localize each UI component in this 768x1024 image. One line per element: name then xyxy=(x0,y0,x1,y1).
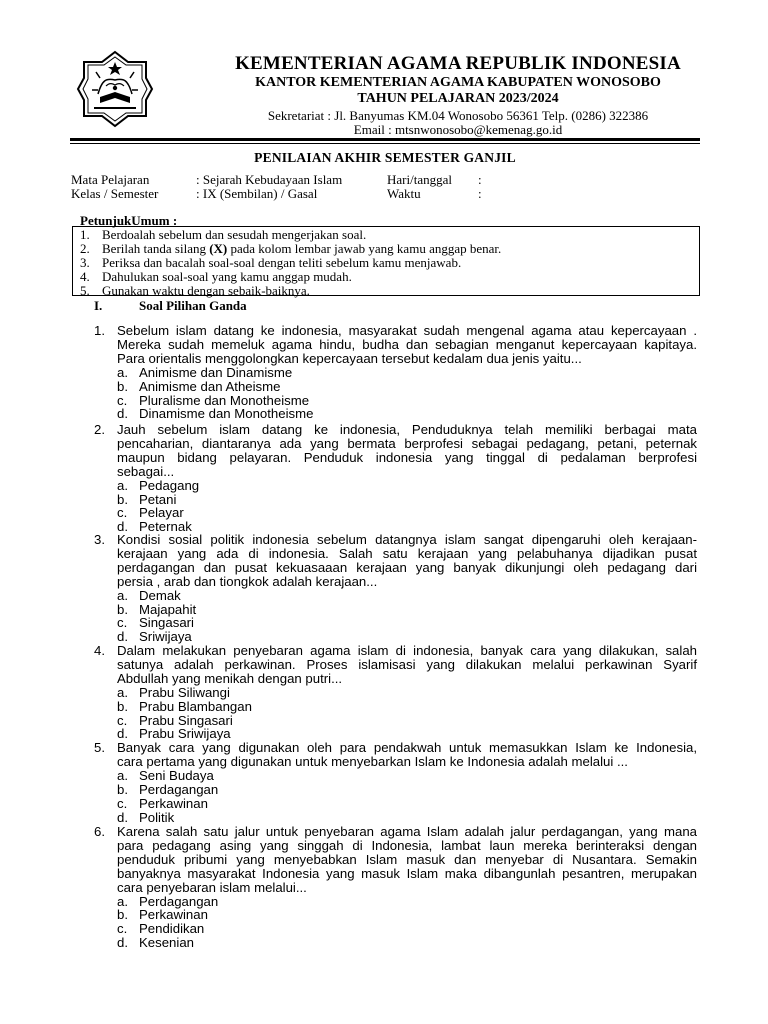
question-text-line: Dalam melakukan penyebaran agama islam di indonesia, banyak cara yang dilakukan, salah xyxy=(117,643,697,658)
option-text: Singasari xyxy=(139,615,194,631)
option-text: Perkawinan xyxy=(139,795,208,811)
instruction-item: 4. Dahulukan soal-soal yang kamu anggap mudah. xyxy=(80,269,352,284)
option-text: Majapahit xyxy=(139,601,197,617)
kemenag-logo xyxy=(76,50,154,128)
option-text: Prabu Blambangan xyxy=(139,698,252,714)
option-text: Petani xyxy=(139,491,177,507)
option-text: Dinamisme dan Monotheisme xyxy=(139,406,314,422)
option-letter: a. xyxy=(117,477,128,493)
ministry-name: KEMENTERIAN AGAMA REPUBLIK INDONESIA xyxy=(235,53,681,74)
instruction-item: 1. Berdoalah sebelum dan sesudah mengerjakan soal. xyxy=(80,227,367,242)
question-text-line: para pedagang asing yang singgah di Indonesia, lambat laun mereka berinteraksi dengan xyxy=(117,837,697,853)
date-label: Hari/tanggal xyxy=(387,172,452,187)
option-text: Prabu Siliwangi xyxy=(139,684,230,700)
question-number: 6. xyxy=(94,824,105,839)
exam-title: PENILAIAN AKHIR SEMESTER GANJIL xyxy=(254,150,516,165)
instructions-title: PetunjukUmum : xyxy=(80,213,178,228)
option-text: Prabu Singasari xyxy=(139,712,233,728)
option-text: Seni Budaya xyxy=(139,767,214,783)
instruction-item: 5. Gunakan waktu dengan sebaik-baiknya. xyxy=(80,283,310,298)
section-number: I. xyxy=(94,298,103,313)
option-letter: a. xyxy=(117,684,128,700)
question-text-line: satunya adalah perkawinan. Proses islamisasi yang dilakukan melalui perkawinan Syarif xyxy=(117,656,697,672)
option-text: Pluralisme dan Monotheisme xyxy=(139,392,310,408)
instruction-item: 3. Periksa dan bacalah soal-soal dengan teliti sebelum kamu menjawab. xyxy=(80,255,462,270)
option-text: Kesenian xyxy=(139,935,194,951)
option-letter: b. xyxy=(117,378,128,394)
option-text: Perdagangan xyxy=(139,893,219,909)
option-letter: a. xyxy=(117,364,128,380)
class-label: Kelas / Semester xyxy=(71,186,159,201)
office-name: KANTOR KEMENTERIAN AGAMA KABUPATEN WONOSOBO xyxy=(255,75,661,91)
time-value: : xyxy=(478,186,482,201)
option-letter: d. xyxy=(117,726,128,742)
school-year: TAHUN PELAJARAN 2023/2024 xyxy=(357,90,559,106)
option-letter: b. xyxy=(117,491,128,507)
question-number: 3. xyxy=(94,532,105,547)
option-letter: a. xyxy=(117,893,128,909)
option-text: Animisme dan Atheisme xyxy=(139,378,281,394)
option-letter: c. xyxy=(117,795,128,811)
question-text-line: Para orientalis menggolongkan kepercayaan tersebut kedalam dua jenis yaitu... xyxy=(117,350,582,366)
question-text-line: cara pertama yang digunakan untuk menyebarkan Islam ke Indonesia adalah melalui ... xyxy=(117,753,628,769)
option-letter: b. xyxy=(117,781,128,797)
address: Sekretariat : Jl. Banyumas KM.04 Wonosobo 56361 Telp. (0286) 322386 xyxy=(267,107,649,123)
option-letter: a. xyxy=(117,767,128,783)
option-letter: d. xyxy=(117,519,128,535)
question-text-line: kerajaan yang ada di indonesia. Salah satu kerajaan yang pelabuhanya dijadikan pusat xyxy=(117,545,697,561)
option-text: Perkawinan xyxy=(139,907,208,923)
option-text: Politik xyxy=(139,809,175,825)
question-text-line: persia , arab dan tiongkok adalah kerajaan... xyxy=(117,573,378,589)
question-number: 2. xyxy=(94,422,105,437)
option-letter: d. xyxy=(117,629,128,645)
subject-label: Mata Pelajaran xyxy=(71,172,150,187)
instruction-item: 2. Berilah tanda silang (X) pada kolom lembar jawab yang kamu anggap benar. xyxy=(80,241,502,256)
option-letter: c. xyxy=(117,505,128,521)
question-text-line: penduduk pribumi yang menyebabkan Islam masuk dan menyebar di Nusantara. Semakin xyxy=(117,851,697,867)
question-text-line: Banyak cara yang digunakan oleh para pendakwah untuk memasukkan Islam ke Indonesia, xyxy=(117,740,697,755)
class-value: : IX (Sembilan) / Gasal xyxy=(196,186,318,201)
question-text-line: Mereka sudah memeluk agama hindu, budha dan sebagian menganut kepercayaan kapitaya. xyxy=(117,336,697,352)
option-text: Peternak xyxy=(139,519,192,535)
question-text-line: Sebelum islam datang ke indonesia, masyarakat sudah mengenal agama atau kepercayaan . xyxy=(117,323,697,338)
question-text-line: Kondisi sosial politik indonesia sebelum datangnya islam sangat dipengaruhi oleh kerajaan- xyxy=(117,532,697,547)
question-number: 4. xyxy=(94,643,105,658)
option-letter: d. xyxy=(117,406,128,422)
question-text-line: Karena salah satu jalur untuk penyebaran agama Islam adalah jalur perdagangan, yang mana xyxy=(117,824,697,839)
letterhead xyxy=(168,53,748,138)
option-letter: b. xyxy=(117,601,128,617)
option-text: Pendidikan xyxy=(139,921,205,937)
time-label: Waktu xyxy=(387,186,421,201)
email: Email : mtsnwonosobo@kemenag.go.id xyxy=(353,122,563,138)
subject-value: : Sejarah Kebudayaan Islam xyxy=(196,172,343,187)
option-text: Demak xyxy=(139,587,181,603)
option-letter: c. xyxy=(117,921,128,937)
question-text-line: cara penyebaran islam melalui... xyxy=(117,879,307,895)
option-letter: d. xyxy=(117,935,128,951)
question-text-line: maupun bidang pelayaran. Penduduk indonesia yang tinggal di pedalaman berprofesi xyxy=(117,449,697,465)
option-text: Pelayar xyxy=(139,505,184,521)
question-text-line: Jauh sebelum islam datang ke indonesia, Penduduknya telah memiliki berbagai mata xyxy=(117,422,697,437)
header-rule-thin xyxy=(70,143,700,144)
question-number: 1. xyxy=(94,323,105,338)
option-letter: a. xyxy=(117,587,128,603)
question-text-line: pencaharian, diantaranya ada yang bermata berprofesi sebagai pedagang, petani, peternak xyxy=(117,435,697,451)
option-text: Animisme dan Dinamisme xyxy=(139,364,293,380)
option-letter: c. xyxy=(117,712,128,728)
option-text: Prabu Sriwijaya xyxy=(139,726,231,742)
option-letter: c. xyxy=(117,615,128,631)
question-text-line: sebagai... xyxy=(117,463,175,479)
question-number: 5. xyxy=(94,740,105,755)
option-letter: c. xyxy=(117,392,128,408)
date-value: : xyxy=(478,172,482,187)
section-title: Soal Pilihan Ganda xyxy=(139,298,247,313)
question-text-line: banyaknya masyarakat Indonesia yang masuk Islam maka dibangunlah pesantren, merupakan xyxy=(117,865,697,881)
option-text: Pedagang xyxy=(139,477,200,493)
option-text: Perdagangan xyxy=(139,781,219,797)
option-letter: b. xyxy=(117,907,128,923)
option-letter: b. xyxy=(117,698,128,714)
question-text-line: Abdullah yang menikah dengan putri... xyxy=(117,670,343,686)
option-text: Sriwijaya xyxy=(139,629,192,645)
question-text-line: perdagangan dan pusat kekuasaaan kerajaan yang banyak dikunjungi oleh pedagang dari xyxy=(117,559,697,575)
option-letter: d. xyxy=(117,809,128,825)
header-rule-thick xyxy=(70,138,700,141)
